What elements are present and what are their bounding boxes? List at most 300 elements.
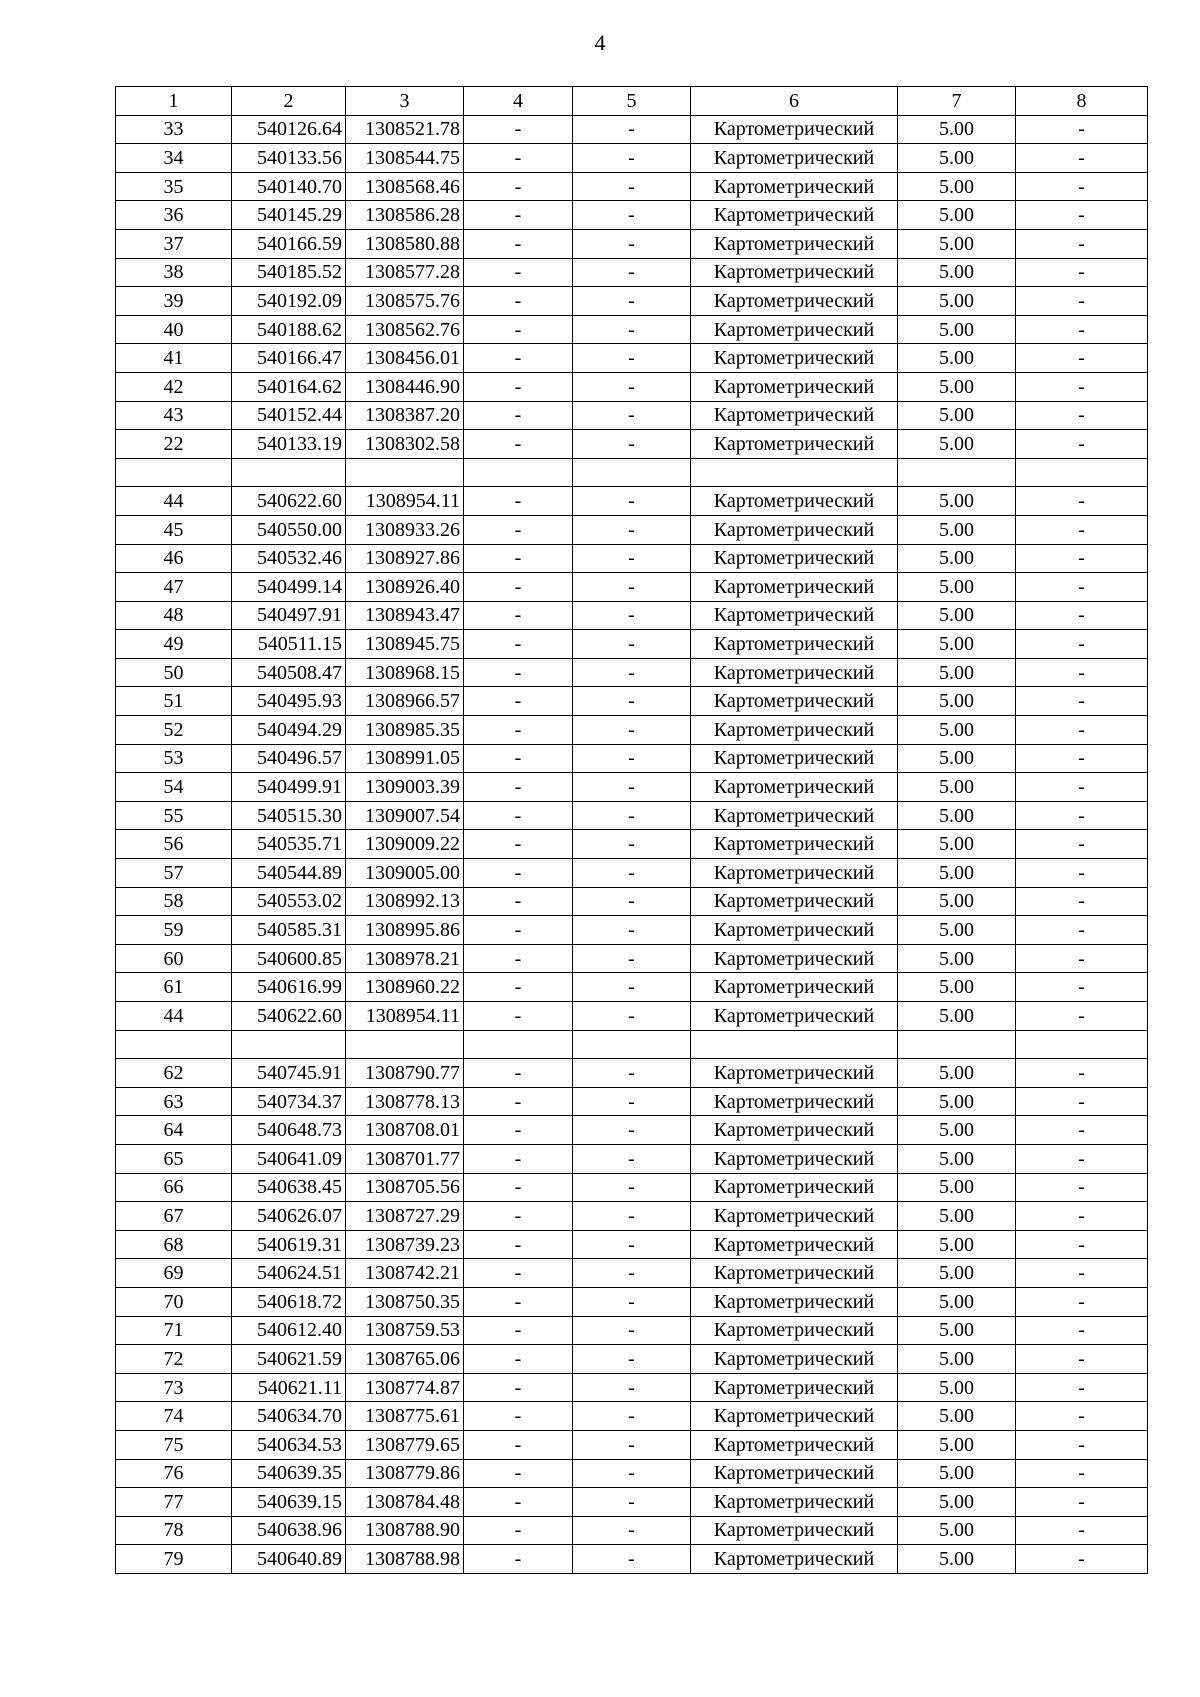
table-row [116,515,1148,544]
cell-point-number: 39 [116,287,232,316]
cell-col-5-value: - [573,630,691,659]
cell-point-number [116,1030,232,1059]
cell-method: Картометрический [691,773,898,802]
cell-method: Картометрический [691,716,898,745]
cell-method: Картометрический [691,1345,898,1374]
cell-accuracy: 5.00 [898,687,1016,716]
cell-point-number: 38 [116,258,232,287]
cell-coord-x: 540532.46 [232,544,346,573]
cell-point-number: 63 [116,1087,232,1116]
cell-coord-x: 540619.31 [232,1230,346,1259]
cell-col-5-value: - [573,1173,691,1202]
cell-coord-y: 1308954.11 [346,1002,464,1031]
cell-col-8-value: - [1016,1002,1148,1031]
cell-col-4-value: - [464,287,573,316]
cell-method: Картометрический [691,1459,898,1488]
cell-point-number: 71 [116,1316,232,1345]
cell-coord-y: 1308790.77 [346,1059,464,1088]
table-row [116,258,1148,287]
cell-col-4-value: - [464,944,573,973]
cell-col-8-value: - [1016,515,1148,544]
cell-accuracy: 5.00 [898,172,1016,201]
cell-coord-y: 1308960.22 [346,973,464,1002]
cell-col-5-value: - [573,372,691,401]
cell-method: Картометрический [691,115,898,144]
cell-point-number: 37 [116,229,232,258]
cell-col-4-value: - [464,744,573,773]
cell-accuracy: 5.00 [898,1430,1016,1459]
cell-method: Картометрический [691,1202,898,1231]
cell-col-5-value: - [573,1202,691,1231]
cell-col-5-value [573,1030,691,1059]
cell-accuracy: 5.00 [898,658,1016,687]
table-row [116,430,1148,459]
cell-point-number: 69 [116,1259,232,1288]
cell-coord-x: 540621.11 [232,1373,346,1402]
column-header: 4 [464,87,573,116]
cell-col-4-value: - [464,487,573,516]
cell-coord-x: 540616.99 [232,973,346,1002]
cell-col-8-value: - [1016,1488,1148,1517]
cell-col-8-value: - [1016,1545,1148,1574]
cell-col-8-value: - [1016,1287,1148,1316]
cell-col-5-value: - [573,744,691,773]
cell-accuracy: 5.00 [898,1459,1016,1488]
cell-coord-x: 540634.70 [232,1402,346,1431]
cell-col-5-value: - [573,1459,691,1488]
cell-coord-y: 1308779.86 [346,1459,464,1488]
cell-method: Картометрический [691,344,898,373]
cell-col-8-value: - [1016,1230,1148,1259]
cell-col-4-value: - [464,658,573,687]
cell-accuracy: 5.00 [898,1116,1016,1145]
cell-coord-x: 540639.15 [232,1488,346,1517]
cell-coord-x: 540166.47 [232,344,346,373]
cell-accuracy: 5.00 [898,1545,1016,1574]
table-row [116,744,1148,773]
cell-coord-x: 540164.62 [232,372,346,401]
table-row [116,172,1148,201]
column-header: 5 [573,87,691,116]
table-row [116,1459,1148,1488]
cell-col-8-value: - [1016,1373,1148,1402]
table-header-row [116,87,1148,116]
cell-col-4-value: - [464,515,573,544]
cell-coord-x: 540618.72 [232,1287,346,1316]
cell-method: Картометрический [691,1402,898,1431]
cell-coord-x: 540621.59 [232,1345,346,1374]
cell-col-8-value [1016,1030,1148,1059]
cell-accuracy: 5.00 [898,773,1016,802]
cell-col-8-value: - [1016,315,1148,344]
cell-coord-y: 1308575.76 [346,287,464,316]
table-row [116,1316,1148,1345]
cell-coord-x: 540499.91 [232,773,346,802]
cell-accuracy: 5.00 [898,1144,1016,1173]
cell-col-4-value: - [464,315,573,344]
cell-coord-y: 1308456.01 [346,344,464,373]
cell-coord-x: 540496.57 [232,744,346,773]
cell-coord-x: 540145.29 [232,201,346,230]
cell-method: Картометрический [691,1230,898,1259]
cell-point-number: 78 [116,1516,232,1545]
cell-col-5-value: - [573,1488,691,1517]
cell-accuracy: 5.00 [898,1373,1016,1402]
cell-col-4-value: - [464,1144,573,1173]
table-row [116,287,1148,316]
cell-col-4-value: - [464,773,573,802]
cell-point-number: 75 [116,1430,232,1459]
cell-col-5-value: - [573,201,691,230]
cell-col-8-value: - [1016,744,1148,773]
cell-coord-x: 540188.62 [232,315,346,344]
cell-col-5-value: - [573,1002,691,1031]
cell-coord-y [346,458,464,487]
table-row [116,1173,1148,1202]
cell-point-number: 53 [116,744,232,773]
cell-method: Картометрический [691,944,898,973]
cell-col-8-value: - [1016,344,1148,373]
cell-coord-y: 1308927.86 [346,544,464,573]
cell-method: Картометрический [691,1316,898,1345]
table-row [116,1002,1148,1031]
cell-method: Картометрический [691,1259,898,1288]
cell-accuracy: 5.00 [898,573,1016,602]
cell-coord-y: 1308779.65 [346,1430,464,1459]
cell-coord-x: 540634.53 [232,1430,346,1459]
cell-coord-x: 540734.37 [232,1087,346,1116]
cell-col-8-value: - [1016,1516,1148,1545]
cell-method: Картометрический [691,1059,898,1088]
cell-col-5-value: - [573,1545,691,1574]
cell-col-5-value: - [573,1087,691,1116]
cell-accuracy: 5.00 [898,1345,1016,1374]
cell-coord-x: 540638.96 [232,1516,346,1545]
table-row [116,1402,1148,1431]
cell-coord-y: 1308784.48 [346,1488,464,1517]
cell-col-4-value [464,1030,573,1059]
cell-col-4-value: - [464,1202,573,1231]
cell-point-number: 66 [116,1173,232,1202]
cell-coord-x: 540499.14 [232,573,346,602]
cell-point-number: 48 [116,601,232,630]
cell-col-5-value: - [573,887,691,916]
cell-accuracy: 5.00 [898,144,1016,173]
cell-col-5-value: - [573,687,691,716]
cell-col-4-value: - [464,1402,573,1431]
cell-coord-y: 1308926.40 [346,573,464,602]
cell-coord-y: 1308568.46 [346,172,464,201]
cell-col-5-value: - [573,1230,691,1259]
column-header: 3 [346,87,464,116]
cell-point-number: 70 [116,1287,232,1316]
cell-col-5-value: - [573,601,691,630]
cell-coord-y: 1308991.05 [346,744,464,773]
cell-point-number: 77 [116,1488,232,1517]
table-row [116,601,1148,630]
cell-coord-x [232,458,346,487]
cell-col-5-value: - [573,287,691,316]
cell-method: Картометрический [691,973,898,1002]
cell-coord-x: 540550.00 [232,515,346,544]
cell-col-8-value [1016,458,1148,487]
cell-coord-y: 1308705.56 [346,1173,464,1202]
cell-col-5-value: - [573,544,691,573]
cell-col-4-value: - [464,1316,573,1345]
cell-col-8-value: - [1016,372,1148,401]
cell-point-number: 73 [116,1373,232,1402]
cell-accuracy: 5.00 [898,1087,1016,1116]
cell-coord-y [346,1030,464,1059]
cell-coord-y: 1308701.77 [346,1144,464,1173]
cell-point-number: 43 [116,401,232,430]
cell-coord-x: 540641.09 [232,1144,346,1173]
cell-point-number: 60 [116,944,232,973]
cell-coord-y: 1308788.90 [346,1516,464,1545]
cell-coord-y: 1308933.26 [346,515,464,544]
cell-accuracy: 5.00 [898,830,1016,859]
cell-point-number: 47 [116,573,232,602]
cell-col-4-value: - [464,1516,573,1545]
cell-coord-y: 1308521.78 [346,115,464,144]
table-row [116,229,1148,258]
cell-col-8-value: - [1016,229,1148,258]
cell-point-number: 57 [116,859,232,888]
cell-col-8-value: - [1016,544,1148,573]
cell-coord-y: 1309007.54 [346,801,464,830]
cell-method: Картометрический [691,172,898,201]
cell-col-5-value: - [573,830,691,859]
table-row [116,1430,1148,1459]
cell-col-4-value: - [464,172,573,201]
table-row [116,315,1148,344]
cell-point-number: 55 [116,801,232,830]
cell-accuracy: 5.00 [898,944,1016,973]
cell-col-8-value: - [1016,258,1148,287]
cell-method: Картометрический [691,601,898,630]
cell-method: Картометрический [691,830,898,859]
cell-coord-x: 540624.51 [232,1259,346,1288]
cell-accuracy: 5.00 [898,973,1016,1002]
cell-coord-y: 1308544.75 [346,144,464,173]
cell-col-8-value: - [1016,944,1148,973]
cell-coord-y: 1308778.13 [346,1087,464,1116]
cell-col-8-value: - [1016,144,1148,173]
cell-col-5-value: - [573,773,691,802]
cell-accuracy: 5.00 [898,287,1016,316]
cell-method: Картометрический [691,687,898,716]
cell-accuracy: 5.00 [898,744,1016,773]
table-row [116,1373,1148,1402]
cell-col-4-value: - [464,1230,573,1259]
cell-coord-y: 1308750.35 [346,1287,464,1316]
cell-coord-x: 540622.60 [232,487,346,516]
cell-accuracy [898,458,1016,487]
cell-coord-y: 1308774.87 [346,1373,464,1402]
cell-col-8-value: - [1016,830,1148,859]
cell-col-8-value: - [1016,1430,1148,1459]
table-row [116,1287,1148,1316]
table-row [116,372,1148,401]
cell-col-4-value: - [464,601,573,630]
cell-col-8-value: - [1016,1059,1148,1088]
cell-accuracy: 5.00 [898,115,1016,144]
cell-col-4-value: - [464,144,573,173]
cell-col-5-value: - [573,401,691,430]
cell-col-4-value: - [464,1345,573,1374]
cell-col-8-value: - [1016,1345,1148,1374]
table-row [116,201,1148,230]
cell-col-4-value: - [464,1173,573,1202]
cell-col-5-value: - [573,515,691,544]
cell-col-4-value: - [464,1259,573,1288]
cell-col-5-value: - [573,430,691,459]
cell-coord-x: 540648.73 [232,1116,346,1145]
cell-point-number: 36 [116,201,232,230]
cell-coord-x: 540640.89 [232,1545,346,1574]
cell-point-number: 62 [116,1059,232,1088]
cell-point-number: 33 [116,115,232,144]
table-row [116,1345,1148,1374]
table-row [116,544,1148,573]
cell-accuracy: 5.00 [898,1230,1016,1259]
cell-col-5-value: - [573,658,691,687]
cell-coord-y: 1308966.57 [346,687,464,716]
cell-coord-x: 540508.47 [232,658,346,687]
cell-coord-y: 1308759.53 [346,1316,464,1345]
cell-col-4-value: - [464,1545,573,1574]
cell-coord-x: 540535.71 [232,830,346,859]
cell-point-number: 59 [116,916,232,945]
cell-point-number: 54 [116,773,232,802]
table-row [116,630,1148,659]
table-row [116,573,1148,602]
cell-coord-y: 1308586.28 [346,201,464,230]
cell-col-5-value: - [573,944,691,973]
cell-point-number: 61 [116,973,232,1002]
column-header: 2 [232,87,346,116]
cell-accuracy: 5.00 [898,430,1016,459]
table-row [116,144,1148,173]
cell-coord-x: 540133.19 [232,430,346,459]
cell-coord-x: 540745.91 [232,1059,346,1088]
cell-col-5-value: - [573,487,691,516]
cell-method: Картометрический [691,1173,898,1202]
table-row [116,1230,1148,1259]
coordinates-table [115,86,1148,1574]
cell-point-number: 58 [116,887,232,916]
cell-col-4-value: - [464,115,573,144]
table-row [116,1030,1148,1059]
cell-col-8-value: - [1016,773,1148,802]
cell-method: Картометрический [691,487,898,516]
cell-accuracy: 5.00 [898,487,1016,516]
cell-coord-x: 540626.07 [232,1202,346,1231]
cell-point-number: 22 [116,430,232,459]
table-row [116,1202,1148,1231]
cell-col-8-value: - [1016,401,1148,430]
cell-coord-y: 1308985.35 [346,716,464,745]
cell-accuracy: 5.00 [898,1259,1016,1288]
cell-col-8-value: - [1016,887,1148,916]
cell-method: Картометрический [691,1287,898,1316]
cell-coord-x: 540192.09 [232,287,346,316]
cell-col-4-value: - [464,544,573,573]
cell-col-4-value: - [464,1287,573,1316]
cell-method: Картометрический [691,801,898,830]
cell-accuracy: 5.00 [898,1002,1016,1031]
column-header: 7 [898,87,1016,116]
cell-col-4-value: - [464,801,573,830]
cell-col-4-value: - [464,1002,573,1031]
cell-coord-x: 540133.56 [232,144,346,173]
cell-col-4-value: - [464,344,573,373]
table-row [116,401,1148,430]
cell-col-4-value: - [464,859,573,888]
cell-coord-y: 1308577.28 [346,258,464,287]
cell-accuracy [898,1030,1016,1059]
cell-col-4-value: - [464,716,573,745]
cell-method: Картометрический [691,315,898,344]
cell-method: Картометрический [691,630,898,659]
page-number: 4 [594,30,606,55]
cell-col-5-value: - [573,973,691,1002]
cell-coord-y: 1308562.76 [346,315,464,344]
cell-point-number: 50 [116,658,232,687]
column-header: 6 [691,87,898,116]
cell-col-4-value: - [464,201,573,230]
cell-point-number [116,458,232,487]
cell-coord-x: 540553.02 [232,887,346,916]
cell-point-number: 67 [116,1202,232,1231]
cell-coord-x: 540600.85 [232,944,346,973]
cell-point-number: 79 [116,1545,232,1574]
cell-col-5-value: - [573,573,691,602]
cell-col-8-value: - [1016,973,1148,1002]
cell-point-number: 40 [116,315,232,344]
table-row [116,887,1148,916]
cell-col-8-value: - [1016,1173,1148,1202]
table-row [116,658,1148,687]
cell-accuracy: 5.00 [898,201,1016,230]
cell-col-8-value: - [1016,573,1148,602]
cell-col-8-value: - [1016,1087,1148,1116]
cell-accuracy: 5.00 [898,258,1016,287]
cell-method: Картометрический [691,1116,898,1145]
cell-accuracy: 5.00 [898,859,1016,888]
cell-coord-x: 540638.45 [232,1173,346,1202]
cell-col-5-value: - [573,172,691,201]
cell-coord-y: 1309009.22 [346,830,464,859]
cell-col-5-value: - [573,859,691,888]
cell-coord-y: 1309003.39 [346,773,464,802]
cell-accuracy: 5.00 [898,1059,1016,1088]
cell-col-5-value: - [573,1287,691,1316]
table-row [116,801,1148,830]
cell-coord-x: 540585.31 [232,916,346,945]
cell-coord-x: 540497.91 [232,601,346,630]
cell-method: Картометрический [691,1373,898,1402]
cell-coord-y: 1308302.58 [346,430,464,459]
cell-col-8-value: - [1016,1202,1148,1231]
table-row [116,344,1148,373]
cell-col-8-value: - [1016,1402,1148,1431]
cell-coord-y: 1308788.98 [346,1545,464,1574]
cell-col-8-value: - [1016,115,1148,144]
table-row [116,859,1148,888]
cell-coord-y: 1308992.13 [346,887,464,916]
cell-method: Картометрический [691,573,898,602]
